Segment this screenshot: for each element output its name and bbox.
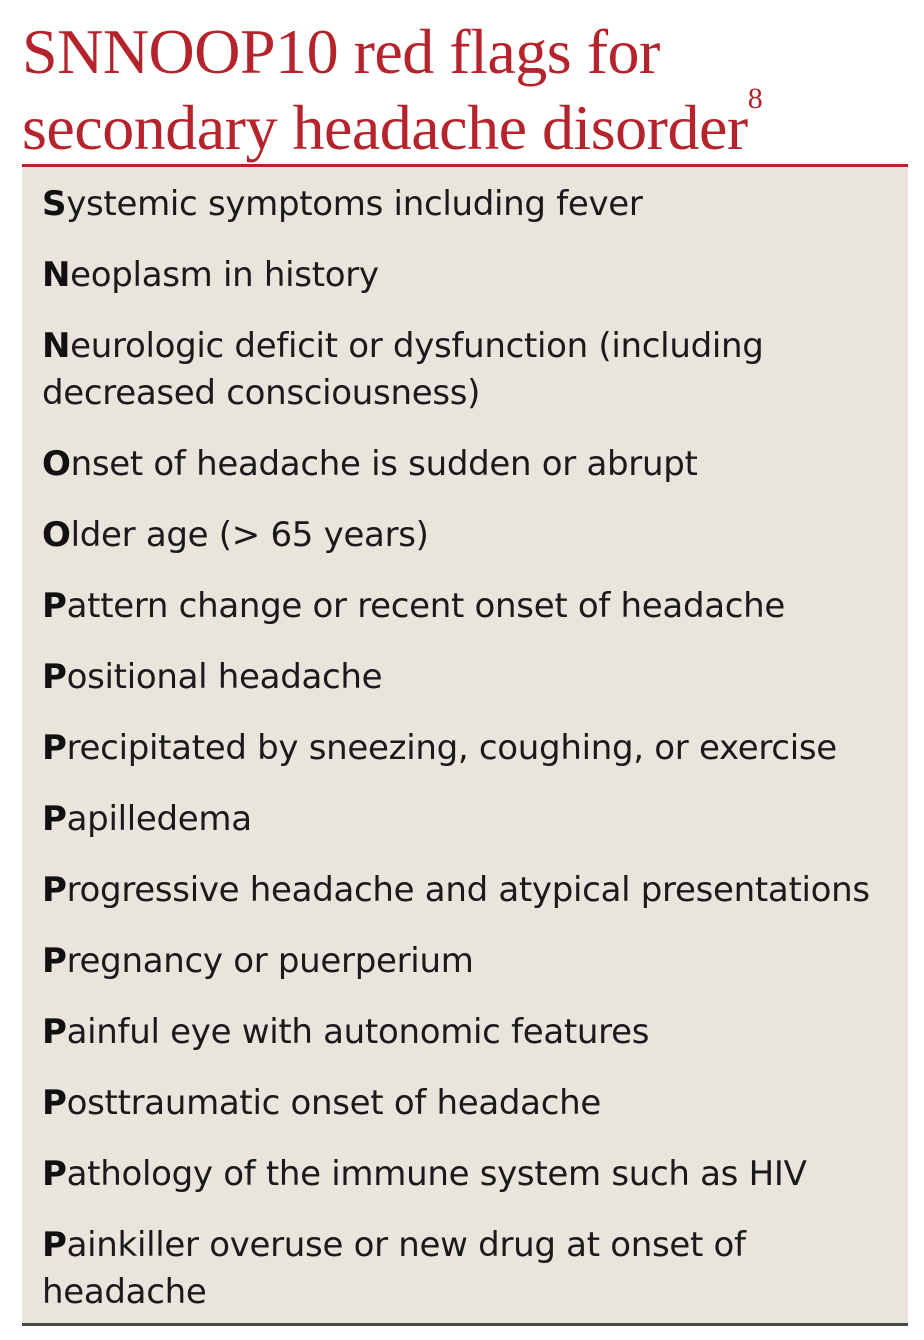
item-text: lder age (> 65 years) [70,515,429,555]
item-text: ainkiller overuse or new drug at onset of headache [42,1225,746,1312]
item-text: regnancy or puerperium [66,941,474,981]
item-text: recipitated by sneezing, coughing, or exercise [66,728,837,768]
list-item [42,1222,902,1316]
list-item [42,583,902,630]
list-item [42,181,902,228]
item-text: osttraumatic onset of headache [66,1083,601,1123]
item-text: attern change or recent onset of headache [66,586,786,626]
item-initial: P [42,799,67,839]
list-item [42,323,902,417]
list-item [42,512,902,559]
list-item [42,1009,902,1056]
item-initial: P [42,728,67,768]
list-item [42,252,902,299]
list-item [42,938,902,985]
list-item [42,654,902,701]
list-item [42,1080,902,1127]
list-item [42,867,902,914]
page-title [22,14,912,166]
item-initial: P [42,941,67,981]
item-text: eoplasm in history [70,255,379,295]
list-item [42,441,902,488]
title-text: SNNOOP10 red flags for secondary headache disorder [22,16,748,163]
item-initial: P [42,1012,67,1052]
item-text: ainful eye with autonomic features [66,1012,650,1052]
red-flags-panel [22,164,908,1326]
title-footnote: 8 [747,82,763,115]
item-initial: N [42,255,71,295]
item-initial: P [42,657,67,697]
item-initial: P [42,1225,67,1265]
item-initial: O [42,444,71,484]
item-text: ositional headache [66,657,383,697]
list-item [42,796,902,843]
item-initial: O [42,515,71,555]
red-flags-list [42,181,902,1340]
list-item [42,725,902,772]
item-initial: N [42,326,71,366]
item-initial: P [42,1154,67,1194]
item-text: ystemic symptoms including fever [66,184,643,224]
item-initial: P [42,870,67,910]
item-initial: S [42,184,67,224]
item-initial: P [42,1083,67,1123]
list-item [42,1151,902,1198]
item-text: eurologic deficit or dysfunction (including decreased consciousness) [42,326,764,413]
item-initial: P [42,586,67,626]
item-text: athology of the immune system such as HIV [66,1154,807,1194]
item-text: apilledema [66,799,252,839]
item-text: rogressive headache and atypical presentations [66,870,870,910]
item-text: nset of headache is sudden or abrupt [70,444,698,484]
